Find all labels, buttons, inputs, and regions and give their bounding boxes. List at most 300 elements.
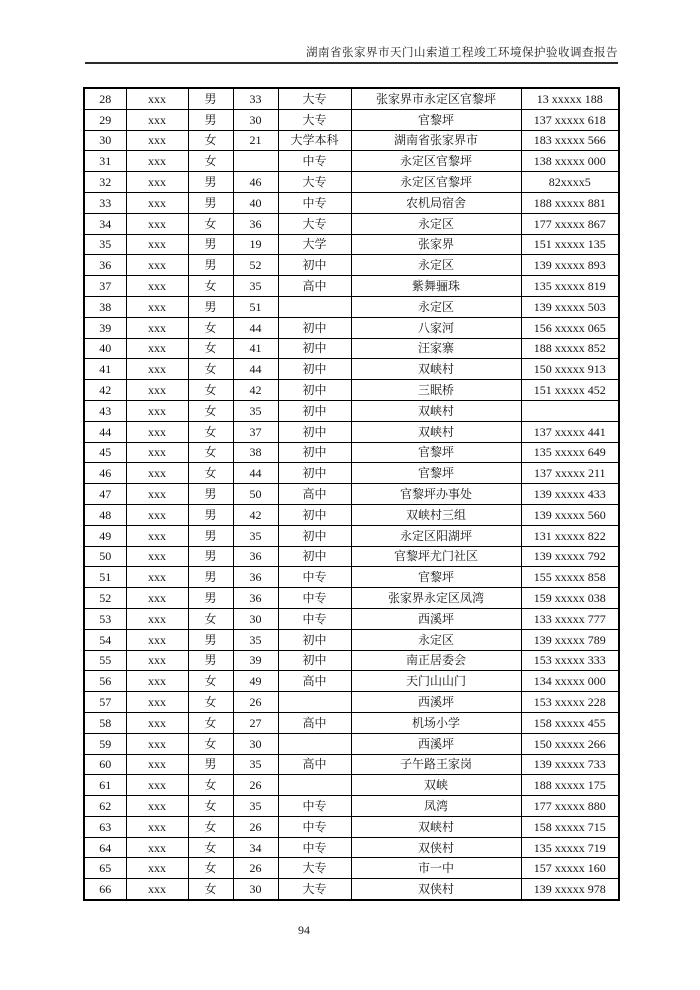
table-cell-name: xxx: [126, 671, 188, 692]
table-cell-serial-number: 47: [84, 484, 126, 505]
table-row: [84, 588, 619, 609]
table-cell-education: 初中: [278, 525, 351, 546]
table-cell-phone: 158 xxxxx 455: [521, 712, 619, 733]
table-row: [84, 879, 619, 900]
table-cell-serial-number: 60: [84, 754, 126, 775]
table-cell-age: 21: [233, 130, 278, 151]
table-cell-age: 41: [233, 338, 278, 359]
table-cell-phone: 134 xxxxx 000: [521, 671, 619, 692]
table-row: [84, 775, 619, 796]
table-row: [84, 296, 619, 317]
table-cell-age: 50: [233, 484, 278, 505]
table-cell-name: xxx: [126, 442, 188, 463]
table-cell-serial-number: 31: [84, 151, 126, 172]
table-cell-age: 35: [233, 400, 278, 421]
table-cell-gender: 女: [188, 213, 233, 234]
table-cell-serial-number: 59: [84, 733, 126, 754]
table-cell-address: 永定区官黎坪: [351, 151, 521, 172]
table-row: [84, 484, 619, 505]
table-cell-education: 中专: [278, 608, 351, 629]
table-cell-name: xxx: [126, 567, 188, 588]
table-cell-address: 农机局宿舍: [351, 192, 521, 213]
table-cell-name: xxx: [126, 608, 188, 629]
table-cell-serial-number: 55: [84, 650, 126, 671]
table-cell-name: xxx: [126, 754, 188, 775]
table-cell-serial-number: 66: [84, 879, 126, 900]
table-cell-gender: 女: [188, 463, 233, 484]
table-cell-education: 高中: [278, 276, 351, 297]
table-cell-age: 38: [233, 442, 278, 463]
table-cell-address: 双峡: [351, 775, 521, 796]
table-cell-name: xxx: [126, 775, 188, 796]
table-cell-phone: 188 xxxxx 175: [521, 775, 619, 796]
table-cell-education: 中专: [278, 837, 351, 858]
table-cell-phone: 155 xxxxx 858: [521, 567, 619, 588]
table-cell-address: 永定区: [351, 629, 521, 650]
table-cell-serial-number: 39: [84, 317, 126, 338]
table-cell-phone: 177 xxxxx 880: [521, 796, 619, 817]
table-cell-phone: 151 xxxxx 452: [521, 380, 619, 401]
table-cell-address: 双峡村: [351, 400, 521, 421]
table-cell-name: xxx: [126, 359, 188, 380]
table-cell-age: 26: [233, 692, 278, 713]
table-cell-serial-number: 54: [84, 629, 126, 650]
table-cell-serial-number: 30: [84, 130, 126, 151]
table-cell-name: xxx: [126, 484, 188, 505]
table-cell-gender: 女: [188, 359, 233, 380]
table-row: [84, 380, 619, 401]
table-cell-gender: 女: [188, 816, 233, 837]
table-row: [84, 442, 619, 463]
table-cell-age: 27: [233, 712, 278, 733]
table-row: [84, 858, 619, 879]
table-cell-address: 八家河: [351, 317, 521, 338]
table-cell-education: [278, 775, 351, 796]
table-cell-gender: 女: [188, 317, 233, 338]
table-cell-address: 官黎坪办事处: [351, 484, 521, 505]
table-cell-address: 凤湾: [351, 796, 521, 817]
table-cell-address: 西溪坪: [351, 733, 521, 754]
table-cell-gender: 女: [188, 400, 233, 421]
table-row: [84, 213, 619, 234]
table-cell-address: 双侠村: [351, 879, 521, 900]
table-cell-name: xxx: [126, 109, 188, 130]
table-cell-gender: 男: [188, 88, 233, 109]
table-cell-age: 52: [233, 255, 278, 276]
table-cell-serial-number: 33: [84, 192, 126, 213]
table-row: [84, 546, 619, 567]
table-cell-name: xxx: [126, 837, 188, 858]
table-cell-address: 张家界市永定区官黎坪: [351, 88, 521, 109]
table-cell-education: 中专: [278, 796, 351, 817]
table-cell-serial-number: 37: [84, 276, 126, 297]
table-cell-address: 天门山山门: [351, 671, 521, 692]
table-cell-phone: 139 xxxxx 978: [521, 879, 619, 900]
table-cell-gender: 女: [188, 671, 233, 692]
table-row: [84, 608, 619, 629]
table-cell-gender: 男: [188, 588, 233, 609]
table-cell-gender: 男: [188, 567, 233, 588]
table-cell-age: 30: [233, 109, 278, 130]
table-cell-address: 双侠村: [351, 837, 521, 858]
table-cell-name: xxx: [126, 130, 188, 151]
table-cell-age: 40: [233, 192, 278, 213]
table-cell-address: 紫舞骊珠: [351, 276, 521, 297]
table-cell-education: 初中: [278, 504, 351, 525]
table-cell-serial-number: 38: [84, 296, 126, 317]
table-cell-phone: 131 xxxxx 822: [521, 525, 619, 546]
table-cell-serial-number: 51: [84, 567, 126, 588]
table-cell-phone: 135 xxxxx 719: [521, 837, 619, 858]
table-cell-name: xxx: [126, 234, 188, 255]
table-cell-name: xxx: [126, 296, 188, 317]
table-row: [84, 754, 619, 775]
table-cell-gender: 女: [188, 276, 233, 297]
table-cell-age: 35: [233, 629, 278, 650]
table-cell-address: 双峡村: [351, 359, 521, 380]
table-cell-serial-number: 41: [84, 359, 126, 380]
table-cell-education: [278, 692, 351, 713]
report-title: 湖南省张家界市天门山索道工程竣工环境保护验收调查报告: [306, 47, 618, 59]
table-cell-gender: 女: [188, 837, 233, 858]
table-cell-address: 张家界: [351, 234, 521, 255]
table-cell-address: 西溪坪: [351, 608, 521, 629]
table-cell-education: 大专: [278, 213, 351, 234]
table-row: [84, 276, 619, 297]
table-cell-age: 49: [233, 671, 278, 692]
table-cell-serial-number: 63: [84, 816, 126, 837]
table-cell-serial-number: 34: [84, 213, 126, 234]
table-cell-address: 湖南省张家界市: [351, 130, 521, 151]
table-cell-serial-number: 46: [84, 463, 126, 484]
table-cell-address: 永定区: [351, 255, 521, 276]
table-cell-name: xxx: [126, 692, 188, 713]
table-cell-education: 中专: [278, 192, 351, 213]
table-cell-serial-number: 45: [84, 442, 126, 463]
table-row: [84, 712, 619, 733]
table-cell-education: [278, 296, 351, 317]
table-cell-age: 44: [233, 359, 278, 380]
table-cell-serial-number: 58: [84, 712, 126, 733]
table-cell-gender: 男: [188, 109, 233, 130]
table-cell-serial-number: 52: [84, 588, 126, 609]
table-cell-education: 大专: [278, 88, 351, 109]
table-row: [84, 525, 619, 546]
table-cell-phone: 177 xxxxx 867: [521, 213, 619, 234]
running-header: [85, 44, 618, 60]
table-cell-name: xxx: [126, 525, 188, 546]
table-cell-education: [278, 733, 351, 754]
table-cell-age: 42: [233, 380, 278, 401]
table-row: [84, 88, 619, 109]
table-cell-education: 初中: [278, 650, 351, 671]
table-cell-serial-number: 44: [84, 421, 126, 442]
table-cell-phone: 183 xxxxx 566: [521, 130, 619, 151]
table-cell-education: 高中: [278, 712, 351, 733]
table-cell-serial-number: 65: [84, 858, 126, 879]
header-rule: [85, 62, 618, 64]
table-cell-age: 34: [233, 837, 278, 858]
table-cell-phone: 137 xxxxx 618: [521, 109, 619, 130]
table-cell-phone: 139 xxxxx 792: [521, 546, 619, 567]
table-cell-address: 西溪坪: [351, 692, 521, 713]
table-cell-education: 高中: [278, 671, 351, 692]
table-cell-name: xxx: [126, 546, 188, 567]
table-cell-age: 35: [233, 796, 278, 817]
table-cell-name: xxx: [126, 650, 188, 671]
table-cell-age: 36: [233, 213, 278, 234]
table-row: [84, 733, 619, 754]
table-cell-education: 中专: [278, 588, 351, 609]
table-cell-phone: 137 xxxxx 441: [521, 421, 619, 442]
table-cell-name: xxx: [126, 879, 188, 900]
table-cell-gender: 女: [188, 151, 233, 172]
table-cell-phone: 138 xxxxx 000: [521, 151, 619, 172]
table-cell-name: xxx: [126, 629, 188, 650]
table-cell-address: 南正居委会: [351, 650, 521, 671]
table-cell-name: xxx: [126, 421, 188, 442]
table-cell-address: 官黎坪: [351, 442, 521, 463]
table-cell-address: 永定区官黎坪: [351, 172, 521, 193]
table-cell-serial-number: 50: [84, 546, 126, 567]
table-cell-gender: 女: [188, 608, 233, 629]
table-row: [84, 837, 619, 858]
table-cell-serial-number: 28: [84, 88, 126, 109]
table-cell-address: 永定区阳湖坪: [351, 525, 521, 546]
table-cell-phone: 139 xxxxx 893: [521, 255, 619, 276]
table-cell-education: 初中: [278, 421, 351, 442]
table-cell-gender: 女: [188, 712, 233, 733]
table-cell-gender: 男: [188, 172, 233, 193]
table-cell-age: 35: [233, 754, 278, 775]
table-cell-name: xxx: [126, 796, 188, 817]
table-cell-name: xxx: [126, 172, 188, 193]
table-cell-address: 双峡村: [351, 816, 521, 837]
table-cell-gender: 女: [188, 733, 233, 754]
table-cell-name: xxx: [126, 276, 188, 297]
table-cell-address: 机场小学: [351, 712, 521, 733]
table-cell-education: 初中: [278, 442, 351, 463]
table-cell-name: xxx: [126, 816, 188, 837]
table-cell-phone: 139 xxxxx 560: [521, 504, 619, 525]
table-cell-education: 大专: [278, 109, 351, 130]
table-cell-age: 35: [233, 276, 278, 297]
table-cell-name: xxx: [126, 733, 188, 754]
table-cell-name: xxx: [126, 400, 188, 421]
table-cell-name: xxx: [126, 151, 188, 172]
table-cell-phone: 135 xxxxx 819: [521, 276, 619, 297]
table-row: [84, 650, 619, 671]
table-cell-serial-number: 40: [84, 338, 126, 359]
table-cell-phone: 153 xxxxx 333: [521, 650, 619, 671]
table-cell-age: 30: [233, 879, 278, 900]
table-cell-address: 官黎坪: [351, 567, 521, 588]
table-cell-age: 36: [233, 567, 278, 588]
table-cell-education: 中专: [278, 816, 351, 837]
table-cell-education: 初中: [278, 317, 351, 338]
table-cell-gender: 女: [188, 442, 233, 463]
table-cell-gender: 女: [188, 692, 233, 713]
table-cell-phone: 151 xxxxx 135: [521, 234, 619, 255]
table-row: [84, 338, 619, 359]
table-cell-name: xxx: [126, 213, 188, 234]
table-cell-education: 初中: [278, 338, 351, 359]
table-cell-education: 大专: [278, 879, 351, 900]
table-cell-address: 汪家寨: [351, 338, 521, 359]
table-cell-education: 中专: [278, 151, 351, 172]
table-cell-gender: 女: [188, 130, 233, 151]
table-cell-age: 26: [233, 858, 278, 879]
table-row: [84, 816, 619, 837]
table-cell-address: 永定区: [351, 296, 521, 317]
table-cell-phone: [521, 400, 619, 421]
table-cell-age: 19: [233, 234, 278, 255]
table-row: [84, 421, 619, 442]
table-cell-phone: 156 xxxxx 065: [521, 317, 619, 338]
table-cell-gender: 男: [188, 504, 233, 525]
respondents-table: [83, 87, 620, 901]
table-cell-education: 初中: [278, 546, 351, 567]
table-cell-age: [233, 151, 278, 172]
table-cell-gender: 男: [188, 234, 233, 255]
table-cell-age: 36: [233, 546, 278, 567]
table-cell-gender: 男: [188, 255, 233, 276]
table-cell-phone: 188 xxxxx 881: [521, 192, 619, 213]
table-cell-gender: 女: [188, 421, 233, 442]
table-cell-age: 26: [233, 816, 278, 837]
table-cell-name: xxx: [126, 338, 188, 359]
table-cell-name: xxx: [126, 858, 188, 879]
table-cell-age: 39: [233, 650, 278, 671]
table-cell-age: 26: [233, 775, 278, 796]
table-cell-education: 大学本科: [278, 130, 351, 151]
table-cell-name: xxx: [126, 463, 188, 484]
table-row: [84, 255, 619, 276]
table-cell-address: 市一中: [351, 858, 521, 879]
table-cell-gender: 男: [188, 754, 233, 775]
table-cell-serial-number: 64: [84, 837, 126, 858]
table-cell-age: 42: [233, 504, 278, 525]
table-cell-phone: 133 xxxxx 777: [521, 608, 619, 629]
table-cell-name: xxx: [126, 588, 188, 609]
table-cell-age: 51: [233, 296, 278, 317]
table-cell-name: xxx: [126, 317, 188, 338]
table-cell-education: 初中: [278, 629, 351, 650]
table-cell-gender: 男: [188, 629, 233, 650]
table-cell-age: 36: [233, 588, 278, 609]
table-cell-serial-number: 43: [84, 400, 126, 421]
table-cell-education: 高中: [278, 484, 351, 505]
table-cell-education: 大专: [278, 172, 351, 193]
table-cell-name: xxx: [126, 712, 188, 733]
table-cell-phone: 137 xxxxx 211: [521, 463, 619, 484]
table-cell-education: 中专: [278, 567, 351, 588]
table-cell-phone: 157 xxxxx 160: [521, 858, 619, 879]
table-cell-gender: 女: [188, 879, 233, 900]
table-cell-name: xxx: [126, 192, 188, 213]
table-cell-age: 33: [233, 88, 278, 109]
table-cell-phone: 139 xxxxx 433: [521, 484, 619, 505]
table-row: [84, 671, 619, 692]
table-cell-education: 大学: [278, 234, 351, 255]
table-cell-education: 初中: [278, 255, 351, 276]
table-cell-serial-number: 32: [84, 172, 126, 193]
table-cell-phone: 139 xxxxx 733: [521, 754, 619, 775]
table-row: [84, 151, 619, 172]
table-cell-phone: 150 xxxxx 913: [521, 359, 619, 380]
table-cell-address: 子午路王家岗: [351, 754, 521, 775]
table-cell-name: xxx: [126, 255, 188, 276]
table-cell-phone: 188 xxxxx 852: [521, 338, 619, 359]
table-cell-address: 官黎坪尤门社区: [351, 546, 521, 567]
table-cell-address: 官黎坪: [351, 109, 521, 130]
table-cell-age: 37: [233, 421, 278, 442]
table-cell-address: 三眠桥: [351, 380, 521, 401]
table-cell-education: 高中: [278, 754, 351, 775]
table-cell-age: 30: [233, 733, 278, 754]
table-row: [84, 109, 619, 130]
table-cell-serial-number: 62: [84, 796, 126, 817]
table-row: [84, 629, 619, 650]
table-row: [84, 567, 619, 588]
table-cell-serial-number: 57: [84, 692, 126, 713]
table-cell-serial-number: 35: [84, 234, 126, 255]
table-cell-gender: 女: [188, 858, 233, 879]
table-cell-serial-number: 61: [84, 775, 126, 796]
table-cell-serial-number: 53: [84, 608, 126, 629]
table-row: [84, 504, 619, 525]
table-cell-age: 44: [233, 317, 278, 338]
table-cell-gender: 男: [188, 192, 233, 213]
table-cell-education: 初中: [278, 359, 351, 380]
table-cell-address: 双峡村: [351, 421, 521, 442]
table-cell-phone: 139 xxxxx 789: [521, 629, 619, 650]
table-row: [84, 463, 619, 484]
table-cell-age: 46: [233, 172, 278, 193]
table-cell-phone: 150 xxxxx 266: [521, 733, 619, 754]
table-cell-phone: 139 xxxxx 503: [521, 296, 619, 317]
table-cell-address: 双峡村三组: [351, 504, 521, 525]
table-cell-age: 30: [233, 608, 278, 629]
table-cell-address: 永定区: [351, 213, 521, 234]
table-cell-serial-number: 48: [84, 504, 126, 525]
table-cell-gender: 女: [188, 380, 233, 401]
table-cell-serial-number: 56: [84, 671, 126, 692]
table-cell-gender: 男: [188, 296, 233, 317]
table-cell-education: 初中: [278, 380, 351, 401]
table-row: [84, 317, 619, 338]
table-cell-serial-number: 36: [84, 255, 126, 276]
table-cell-serial-number: 29: [84, 109, 126, 130]
table-cell-gender: 男: [188, 525, 233, 546]
table-cell-name: xxx: [126, 380, 188, 401]
table-row: [84, 192, 619, 213]
table-cell-address: 官黎坪: [351, 463, 521, 484]
table-cell-phone: 13 xxxxx 188: [521, 88, 619, 109]
table-cell-serial-number: 42: [84, 380, 126, 401]
table-cell-gender: 女: [188, 796, 233, 817]
table-cell-gender: 男: [188, 650, 233, 671]
table-row: [84, 359, 619, 380]
table-row: [84, 130, 619, 151]
table-cell-education: 大专: [278, 858, 351, 879]
table-body: [84, 88, 619, 900]
table-cell-age: 35: [233, 525, 278, 546]
table-cell-name: xxx: [126, 88, 188, 109]
table-cell-phone: 159 xxxxx 038: [521, 588, 619, 609]
table-cell-phone: 135 xxxxx 649: [521, 442, 619, 463]
table-cell-phone: 82xxxx5: [521, 172, 619, 193]
